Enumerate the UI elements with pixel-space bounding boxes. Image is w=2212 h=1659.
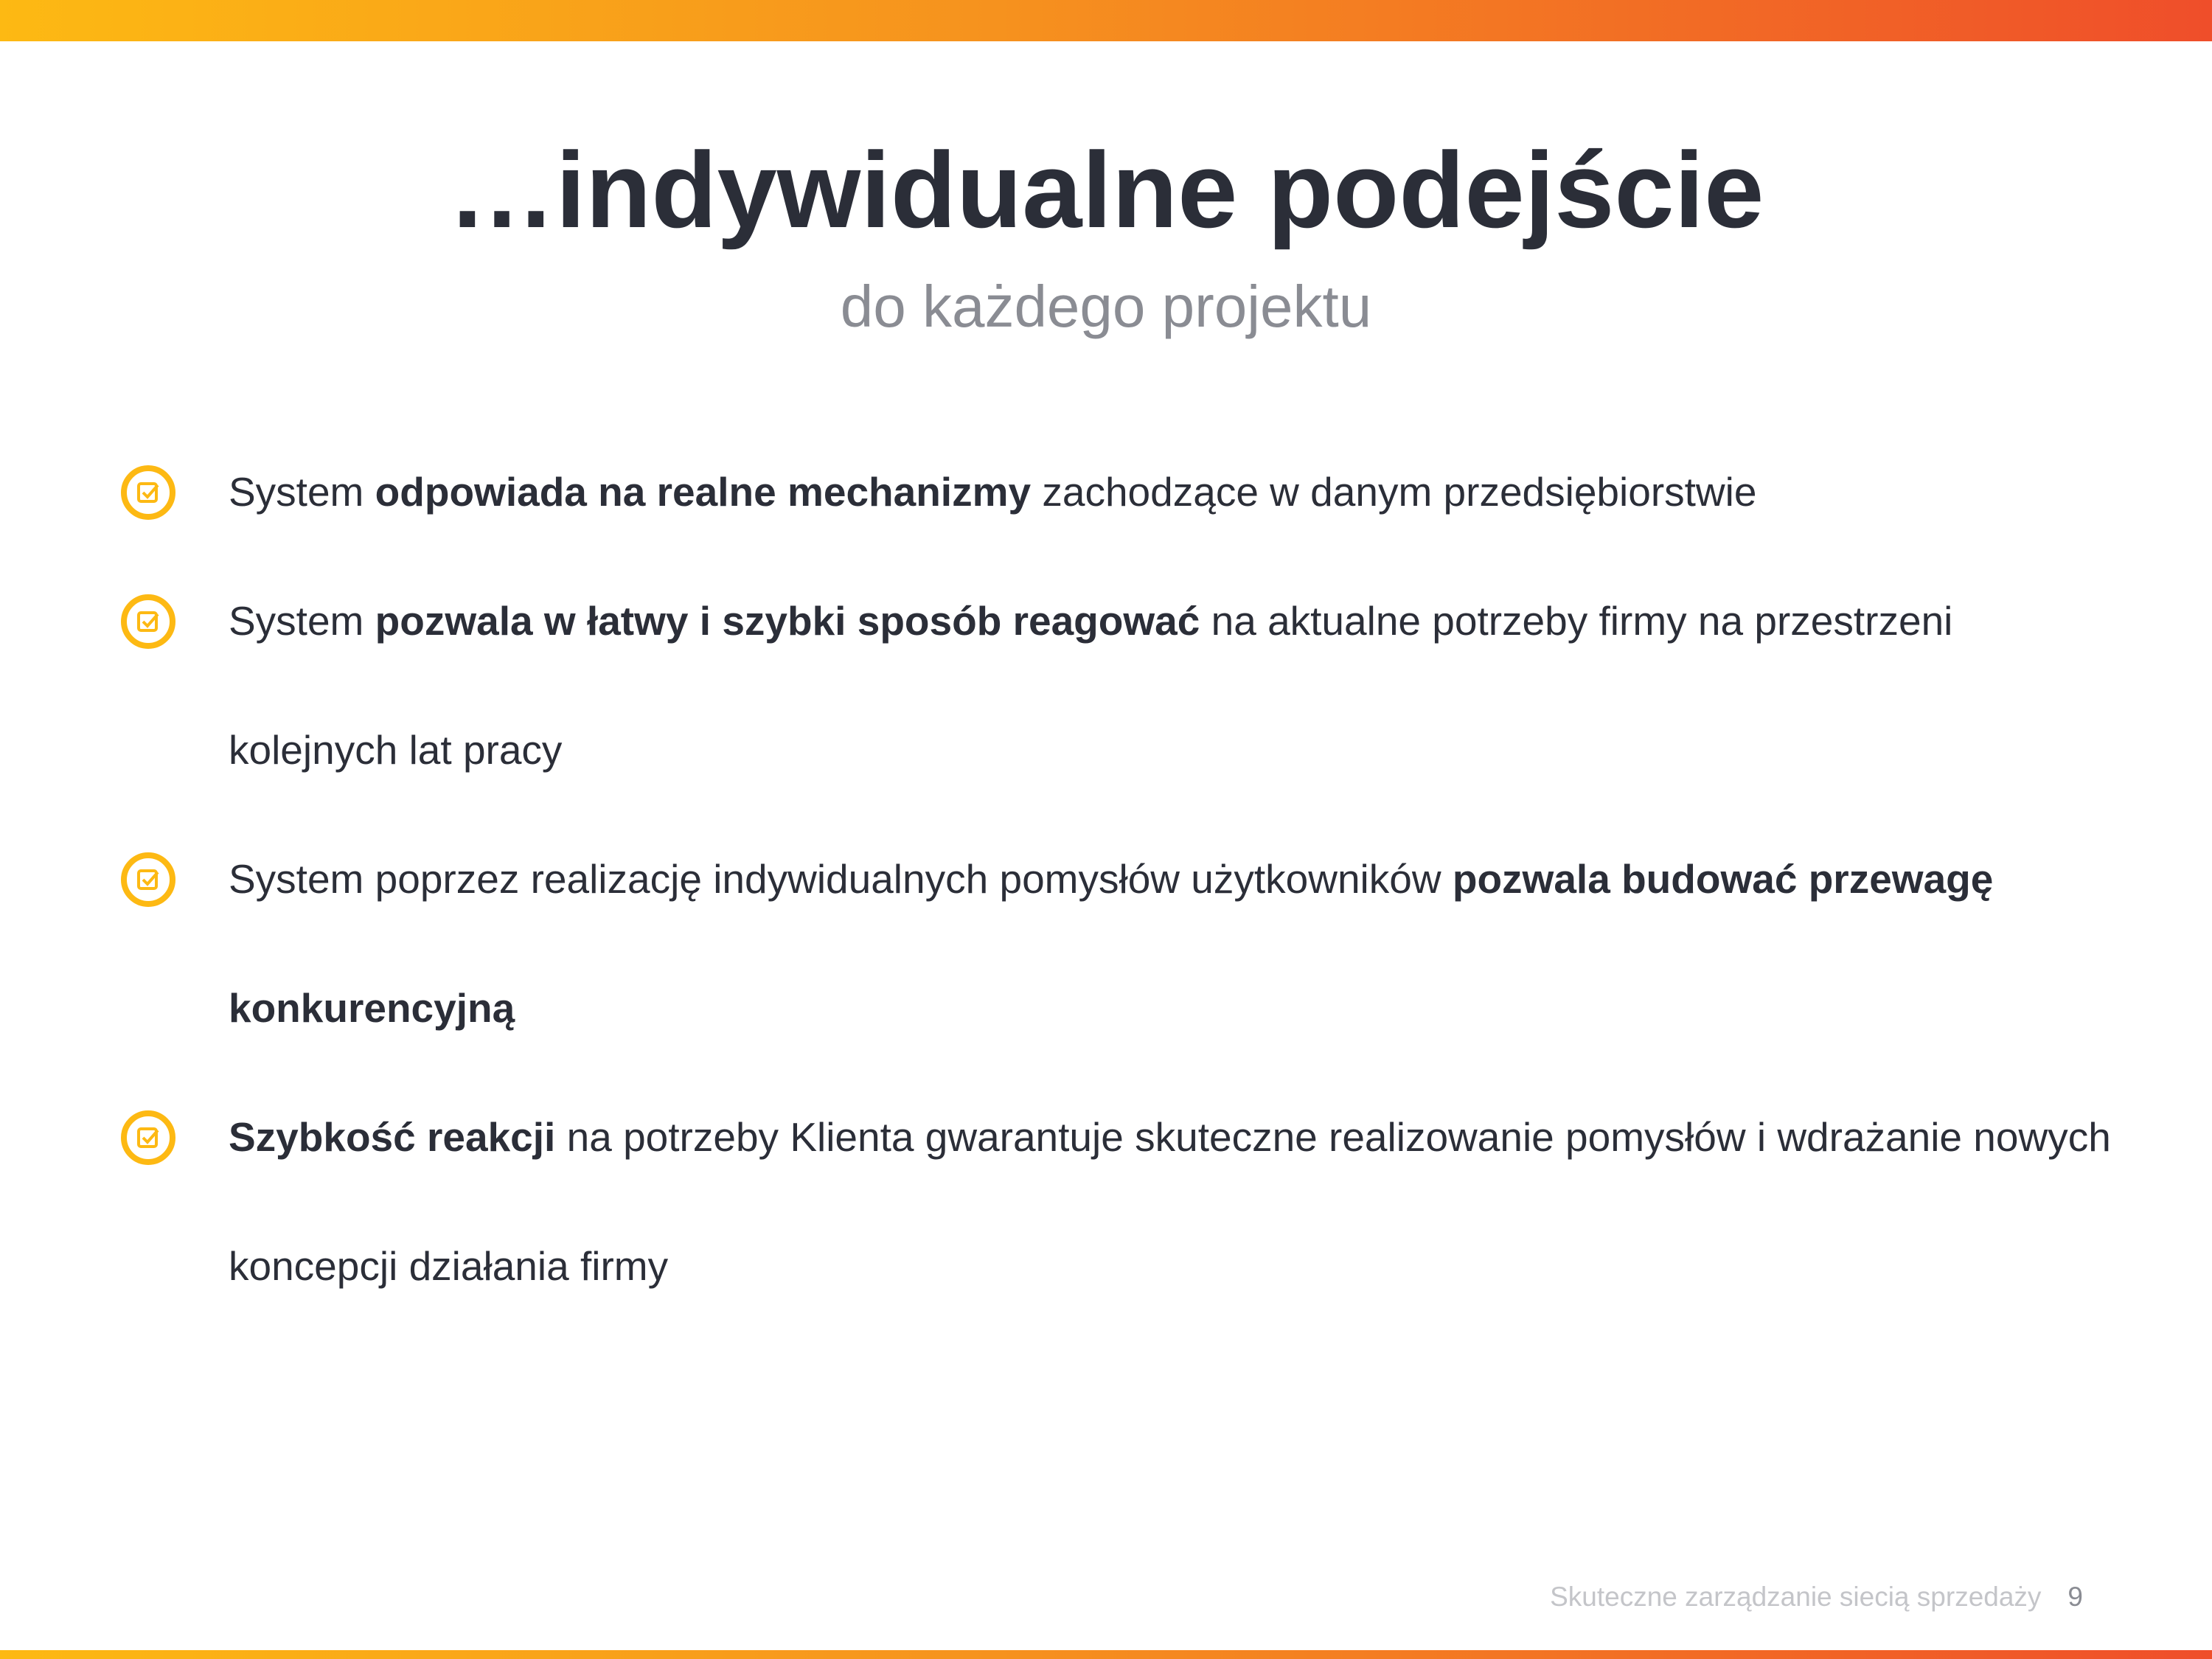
bullet-pre: System	[229, 469, 375, 515]
bullet-post: na aktualne potrzeby firmy na przestrzeni kolejnych lat pracy	[229, 598, 1953, 773]
bullet-bold: pozwala budować przewagę konkurencyjną	[229, 856, 1994, 1031]
checkbox-circle-icon	[121, 594, 175, 649]
top-gradient-bar	[0, 0, 2212, 41]
slide-title: …indywidualne podejście	[448, 130, 1764, 250]
bullet-bold: odpowiada na realne mechanizmy	[375, 469, 1032, 515]
bullet-bold: pozwala w łatwy i szybki sposób reagować	[375, 598, 1200, 644]
page-number: 9	[2067, 1582, 2083, 1612]
footer	[1550, 1582, 2083, 1613]
bullet-post: na potrzeby Klienta gwarantuje skuteczne realizowanie pomysłów i wdrażanie nowych koncepcji działania firmy	[229, 1114, 2111, 1289]
bullet-pre: System	[229, 598, 375, 644]
checkbox-circle-icon	[121, 465, 175, 520]
slide-subtitle: do każdego projektu	[840, 274, 1372, 339]
bullet-text	[229, 428, 2116, 557]
bullet-bold: Szybkość reakcji	[229, 1114, 556, 1160]
bullet-pre: System poprzez realizację indywidualnych pomysłów użytkowników	[229, 856, 1453, 902]
bottom-gradient-bar	[0, 1650, 2212, 1659]
checkbox-circle-icon	[121, 1110, 175, 1165]
footer-caption: Skuteczne zarządzanie siecią sprzedaży	[1550, 1582, 2042, 1612]
bullet-text	[229, 557, 2116, 815]
bullet-text	[229, 815, 2116, 1073]
bullet-post: zachodzące w danym przedsiębiorstwie	[1031, 469, 1757, 515]
checkbox-circle-icon	[121, 852, 175, 907]
bullet-text	[229, 1073, 2116, 1331]
